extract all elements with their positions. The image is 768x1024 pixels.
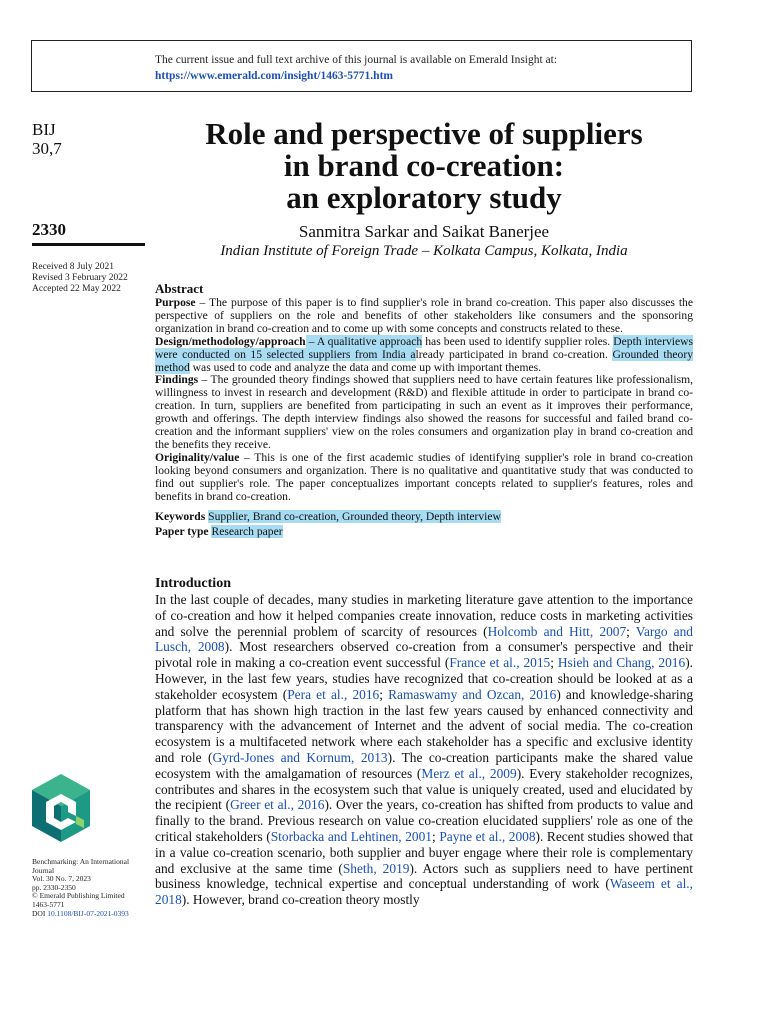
originality-text: – This is one of the first academic studies of identifying supplier's role in brand co-creation looking beyond consumers and organization. There is no qualitative and quantitative study that was conducted to find out supplier's role. The paper conceptualizes important concepts related to supplier's features, roles and benefits in brand co-creation.: [155, 450, 693, 503]
body-text: ). However, in the last few years, studies have recognized that co-creation should be looked at as a stakeholder ecosystem (: [155, 655, 693, 702]
highlight-1: – A qualitative approach: [305, 334, 423, 348]
journal-url-link[interactable]: https://www.emerald.com/insight/1463-5771.htm: [155, 70, 393, 82]
publication-meta: [32, 858, 147, 918]
citation-link[interactable]: Waseem et al., 2018: [155, 876, 693, 908]
paper-type-label: Paper type: [155, 525, 209, 538]
title-line: an exploratory study: [286, 180, 562, 215]
keywords-line: [155, 510, 693, 524]
pages-line: pp. 2330-2350: [32, 882, 76, 892]
design-text-2: lready participated in brand co-creation.: [415, 347, 613, 361]
body-text: ;: [432, 828, 440, 844]
originality-label: Originality/value: [155, 450, 240, 464]
design-text-end: was used to code and analyze the data and come up with important themes.: [189, 360, 542, 374]
body-text: In the last couple of decades, many studies in marketing literature gave attention to the importance of co-creation and how it helped companies create innovation, reduce costs in marketing activities and solve the perennial problem of scarcity of resources (: [155, 592, 693, 639]
affiliation: Indian Institute of Foreign Trade – Kolkata Campus, Kolkata, India: [220, 243, 628, 259]
publisher-line: © Emerald Publishing Limited: [32, 891, 125, 901]
body-text: ;: [626, 623, 636, 639]
abstract-body: [155, 297, 693, 504]
originality-paragraph: [155, 452, 693, 504]
access-banner: [31, 40, 692, 92]
issn-line: 1463-5771: [32, 899, 65, 909]
doi-prefix: DOI: [32, 908, 48, 918]
citation-link[interactable]: Vargo and Lusch, 2008: [155, 623, 693, 655]
design-paragraph: [155, 336, 693, 375]
page-rule-divider: [32, 243, 145, 246]
highlight-3: Grounded theory method: [155, 347, 693, 374]
page-number: 2330: [32, 220, 66, 239]
paper-type-text: Research paper: [211, 525, 283, 538]
highlight-2: Depth interviews were conducted on 15 selected suppliers from India a: [155, 334, 693, 361]
body-text: ) and knowledge-sharing platform that has shown high traction in the last few years caused by enhanced connectivity and transparency with the advancement of Internet and the advent of social media. The co-creation ecosystem is a multifaceted network where each stakeholder has a specific and exclusive identity and role (: [155, 686, 694, 765]
authors: Sanmitra Sarkar and Saikat Banerjee: [298, 222, 550, 241]
accepted-date: Accepted 22 May 2022: [32, 284, 121, 294]
purpose-paragraph: [155, 297, 693, 336]
citation-link[interactable]: Payne et al., 2008: [439, 828, 536, 844]
body-text: ). Actors such as suppliers need to have pertinent business knowledge, technical expertise and conceptual understanding of work (: [155, 860, 693, 892]
abstract-heading: Abstract: [155, 281, 204, 296]
findings-text: – The grounded theory findings showed that suppliers need to have certain features like professionalism, willingness to invest in research and development (R&D) and flexible attitude in order to participate in brand co-creation. In turn, suppliers are benefited from participating in such an event as it improves their performance, growth and offerings. The depth interview findings also showed the reasons for successful and failed brand co-creation and the informant suppliers' view on the roles consumers and organization play in brand co-creation and the benefits they receive.: [155, 373, 693, 451]
introduction-heading: Introduction: [155, 576, 231, 591]
body-text: ). Every stakeholder recognizes, contributes and shares in the ecosystem such that value is uniquely created, used and elucidated by the recipient (: [155, 765, 693, 813]
journal-name: Benchmarking: An International Journal: [32, 857, 130, 875]
title-line: in brand co-creation:: [283, 148, 565, 183]
keywords-label: Keywords: [155, 510, 206, 523]
volume-line: Vol. 30 No. 7, 2023: [32, 874, 91, 884]
received-date: Received 8 July 2021: [32, 262, 115, 272]
history-dates: [32, 262, 128, 295]
body-text: ). However, brand co-creation theory mostly: [181, 892, 420, 908]
title-line: Role and perspective of suppliers: [205, 116, 643, 151]
banner-text: The current issue and full text archive of this journal is available on Emerald Insight at:: [155, 54, 558, 66]
body-text: ;: [379, 686, 389, 702]
journal-abbrev: BIJ: [32, 120, 56, 139]
body-text: ). Recent studies showed that in a value co-creation scenario, both supplier and buyer engage where their role is complementary and exclusive at the same time (: [155, 828, 693, 876]
body-text: ). Over the years, co-creation has shifted from products to value and finally to the brand. Previous research on value co-creation elucidated suppliers' role as one of the critical stakeholders (: [155, 797, 694, 844]
volume-issue: 30,7: [32, 139, 62, 158]
citation-link[interactable]: France et al., 2015: [449, 655, 551, 671]
article-title: [155, 118, 693, 214]
findings-paragraph: [155, 374, 693, 451]
citation-link[interactable]: Sheth, 2019: [342, 860, 410, 876]
purpose-label: Purpose: [155, 296, 196, 309]
citation-link[interactable]: Hsieh and Chang, 2016: [557, 655, 686, 671]
revised-date: Revised 3 February 2022: [32, 273, 128, 283]
paper-type-line: [155, 525, 693, 539]
design-label: Design/methodology/approach: [155, 334, 306, 348]
introduction-paragraph: [155, 592, 693, 908]
doi-line: [32, 910, 147, 919]
citation-link[interactable]: Gyrd-Jones and Kornum, 2013: [212, 749, 388, 765]
citation-link[interactable]: Storbacka and Lehtinen, 2001: [270, 828, 433, 844]
keywords-text: Supplier, Brand co-creation, Grounded theory, Depth interview: [208, 510, 501, 523]
introduction-body: [155, 592, 693, 908]
citation-link[interactable]: Pera et al., 2016: [287, 686, 380, 702]
citation-link[interactable]: Holcomb and Hitt, 2007: [487, 623, 627, 639]
body-text: ;: [550, 655, 558, 671]
emerald-logo-icon: [30, 772, 92, 844]
findings-label: Findings: [155, 373, 199, 387]
body-text: ). The co-creation participants make the shared value ecosystem with the amalgamation of resources (: [155, 749, 693, 781]
doi-link[interactable]: 10.1108/BIJ-07-2021-0393: [47, 908, 129, 918]
citation-link[interactable]: Greer et al., 2016: [230, 797, 325, 813]
purpose-text: – The purpose of this paper is to find supplier's role in brand co-creation. This paper also discusses the perspective of suppliers on the role and benefits of other stakeholders like consumers and the sponsoring organization in brand co-creation and to come up with some concepts and constructs related to these.: [155, 296, 693, 335]
journal-code: [32, 120, 62, 158]
citation-link[interactable]: Merz et al., 2009: [421, 765, 517, 781]
citation-link[interactable]: Ramaswamy and Ozcan, 2016: [388, 686, 557, 702]
body-text: ). Most researchers observed co-creation from a consumer's perspective and their pivotal role in making a co-creation event successful (: [155, 639, 694, 671]
design-text: has been used to identify supplier roles.: [422, 334, 614, 348]
